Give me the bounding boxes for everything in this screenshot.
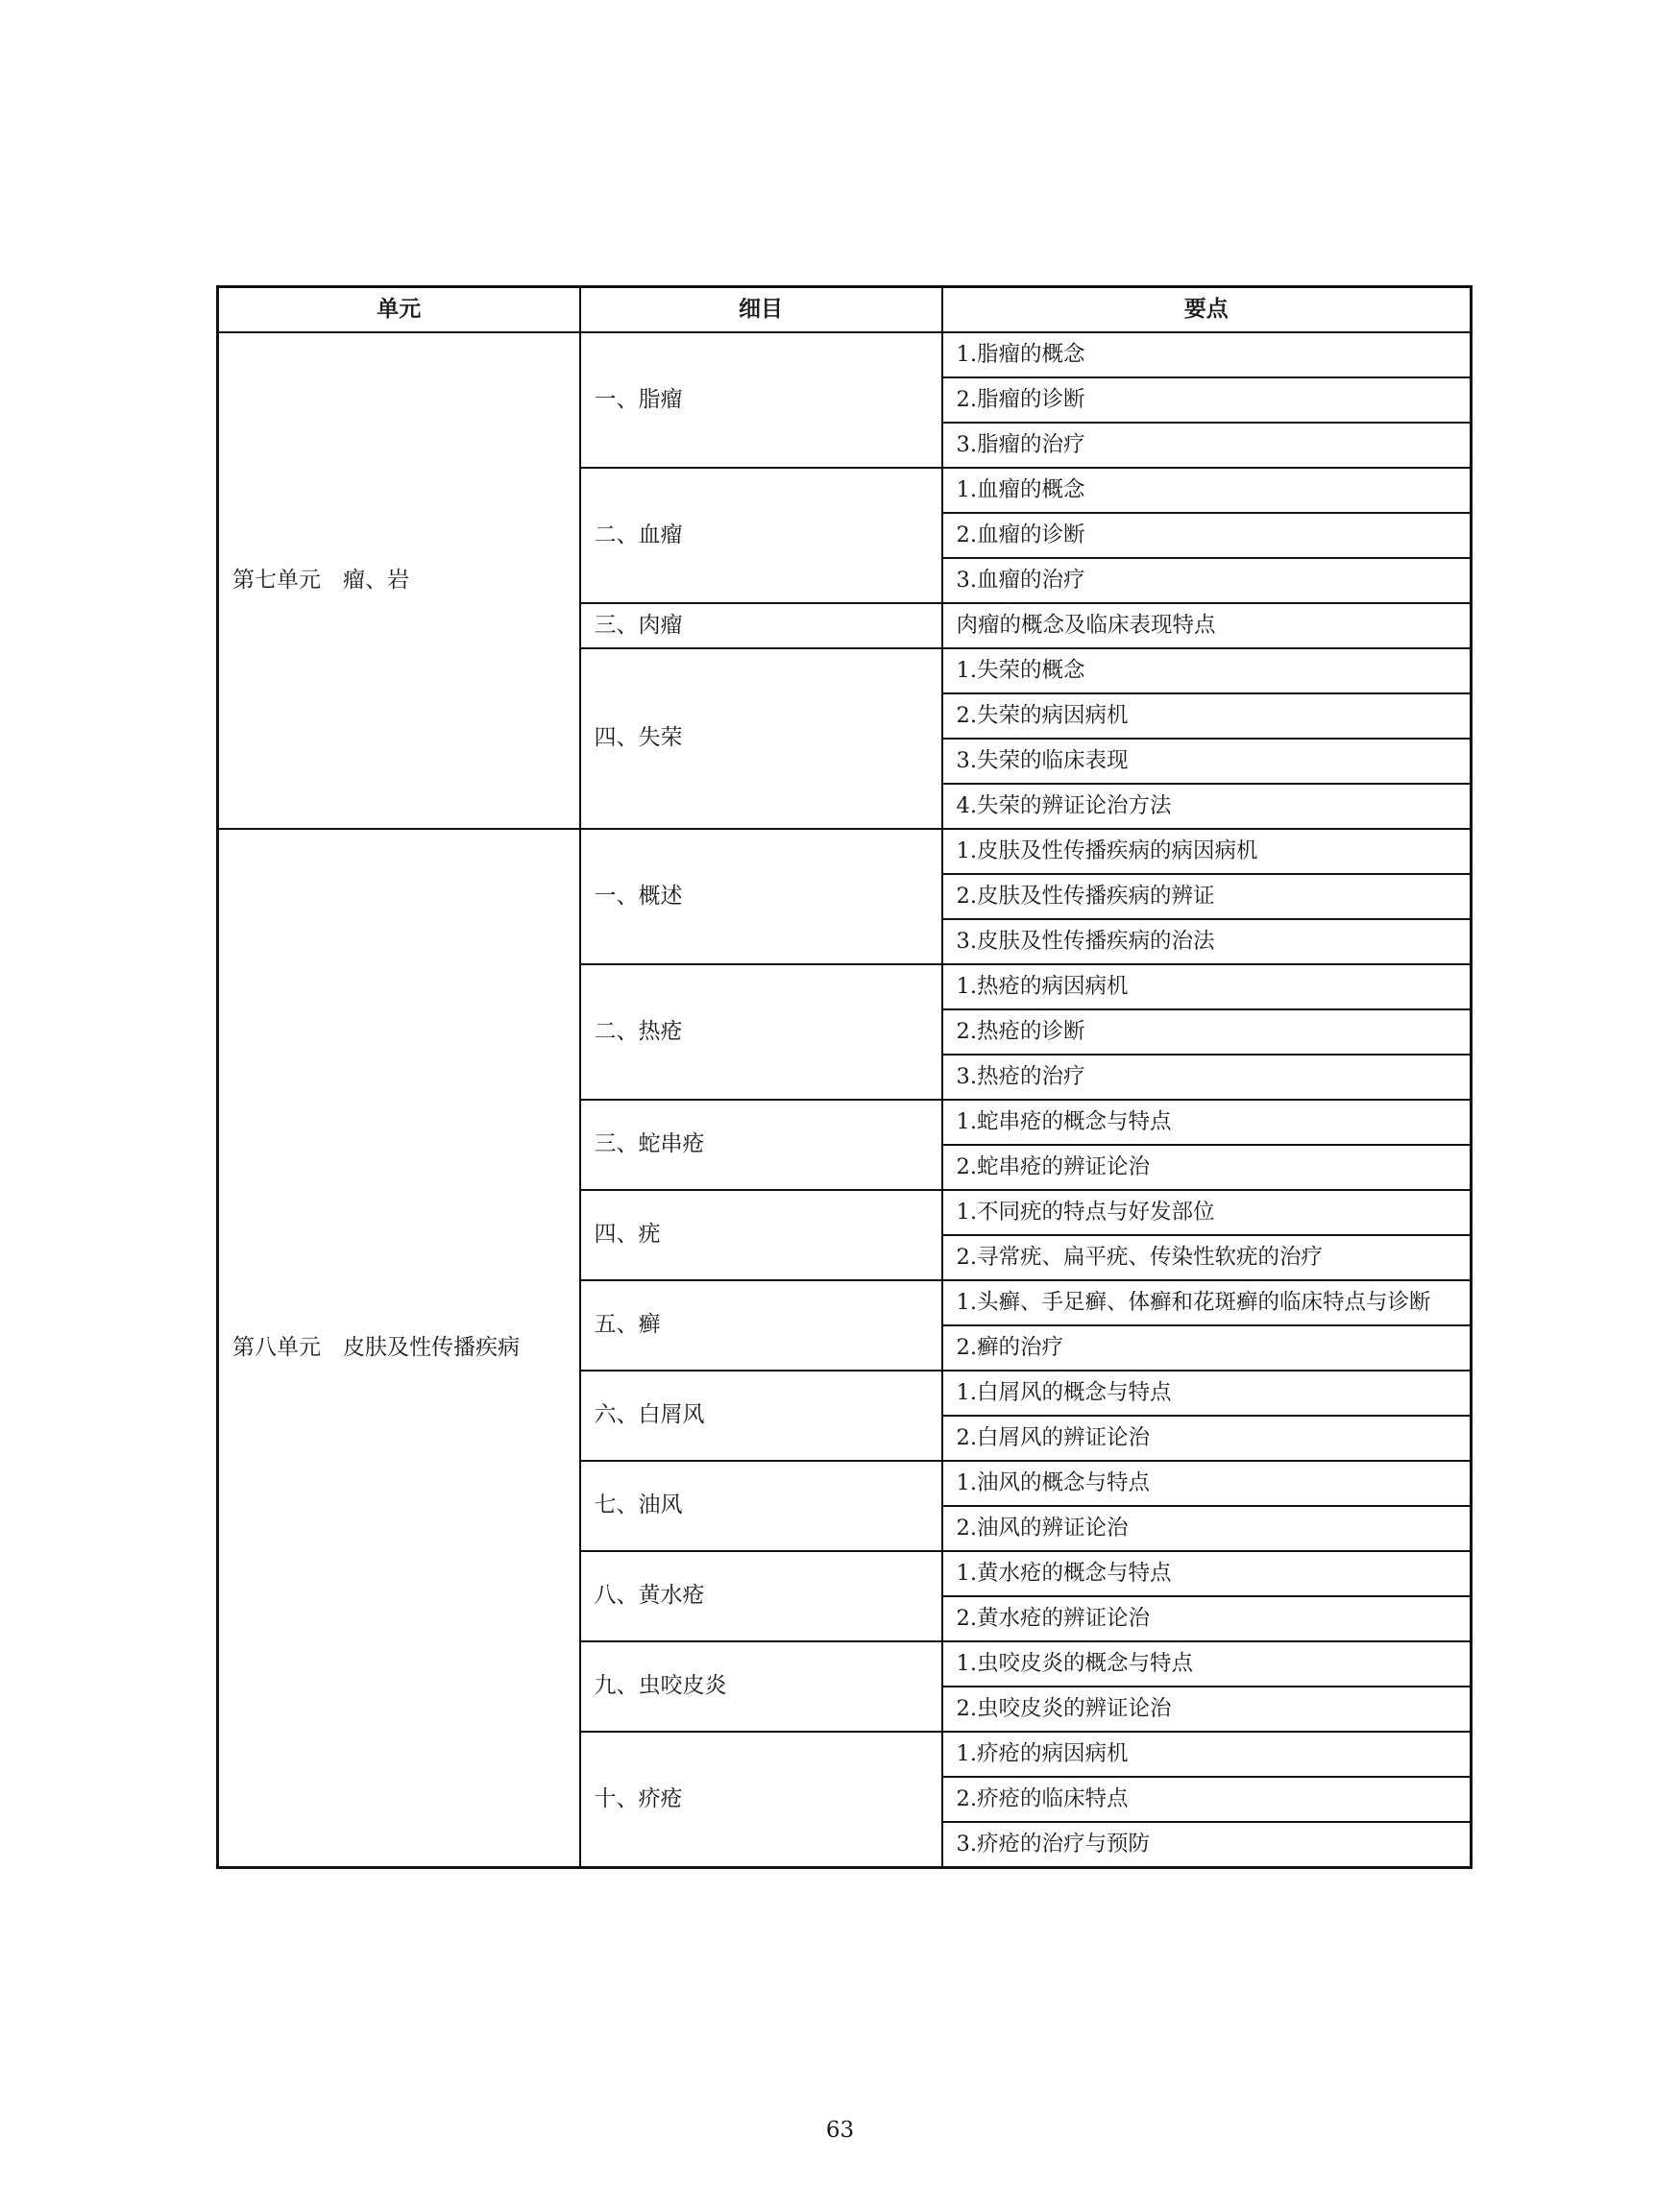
item-cell: 二、热疮 (580, 964, 942, 1100)
item-cell: 一、脂瘤 (580, 332, 942, 468)
item-cell: 四、疣 (580, 1190, 942, 1280)
point-cell: 1.不同疣的特点与好发部位 (942, 1190, 1472, 1235)
unit-cell: 第七单元 瘤、岩 (218, 332, 580, 829)
point-cell: 1.血瘤的概念 (942, 468, 1472, 513)
table-row (218, 332, 1472, 377)
item-cell: 三、肉瘤 (580, 603, 942, 648)
point-cell: 1.黄水疮的概念与特点 (942, 1551, 1472, 1596)
table-body (218, 332, 1472, 1868)
point-cell: 1.头癣、手足癣、体癣和花斑癣的临床特点与诊断 (942, 1280, 1472, 1325)
point-cell: 4.失荣的辨证论治方法 (942, 784, 1472, 829)
item-cell: 十、疥疮 (580, 1732, 942, 1868)
point-cell: 3.脂瘤的治疗 (942, 423, 1472, 468)
item-cell: 九、虫咬皮炎 (580, 1641, 942, 1732)
point-cell: 1.蛇串疮的概念与特点 (942, 1100, 1472, 1145)
point-cell: 2.脂瘤的诊断 (942, 377, 1472, 423)
point-cell: 2.疥疮的临床特点 (942, 1777, 1472, 1822)
point-cell: 2.皮肤及性传播疾病的辨证 (942, 874, 1472, 919)
syllabus-table (216, 285, 1473, 1869)
item-cell: 二、血瘤 (580, 468, 942, 603)
item-cell: 八、黄水疮 (580, 1551, 942, 1641)
point-cell: 2.黄水疮的辨证论治 (942, 1596, 1472, 1641)
point-cell: 3.疥疮的治疗与预防 (942, 1822, 1472, 1868)
header-row (218, 287, 1472, 333)
point-cell: 1.皮肤及性传播疾病的病因病机 (942, 829, 1472, 874)
point-cell: 3.皮肤及性传播疾病的治法 (942, 919, 1472, 964)
header-item: 细目 (580, 287, 942, 333)
point-cell: 2.血瘤的诊断 (942, 513, 1472, 558)
point-cell: 2.热疮的诊断 (942, 1009, 1472, 1055)
unit-cell: 第八单元 皮肤及性传播疾病 (218, 829, 580, 1868)
point-cell: 2.寻常疣、扁平疣、传染性软疣的治疗 (942, 1235, 1472, 1280)
point-cell: 2.失荣的病因病机 (942, 693, 1472, 739)
point-cell: 2.蛇串疮的辨证论治 (942, 1145, 1472, 1190)
item-cell: 七、油风 (580, 1461, 942, 1551)
item-cell: 五、癣 (580, 1280, 942, 1371)
point-cell: 3.失荣的临床表现 (942, 739, 1472, 784)
point-cell: 2.油风的辨证论治 (942, 1506, 1472, 1551)
table-row (218, 829, 1472, 874)
point-cell: 肉瘤的概念及临床表现特点 (942, 603, 1472, 648)
item-cell: 一、概述 (580, 829, 942, 964)
header-point: 要点 (942, 287, 1472, 333)
point-cell: 1.失荣的概念 (942, 648, 1472, 693)
point-cell: 1.虫咬皮炎的概念与特点 (942, 1641, 1472, 1687)
point-cell: 3.热疮的治疗 (942, 1055, 1472, 1100)
point-cell: 1.热疮的病因病机 (942, 964, 1472, 1009)
header-unit: 单元 (218, 287, 580, 333)
point-cell: 1.油风的概念与特点 (942, 1461, 1472, 1506)
item-cell: 三、蛇串疮 (580, 1100, 942, 1190)
point-cell: 1.脂瘤的概念 (942, 332, 1472, 377)
page-number: 63 (825, 2118, 855, 2143)
point-cell: 1.疥疮的病因病机 (942, 1732, 1472, 1777)
point-cell: 2.白屑风的辨证论治 (942, 1416, 1472, 1461)
point-cell: 3.血瘤的治疗 (942, 558, 1472, 603)
point-cell: 2.虫咬皮炎的辨证论治 (942, 1687, 1472, 1732)
point-cell: 1.白屑风的概念与特点 (942, 1371, 1472, 1416)
point-cell: 2.癣的治疗 (942, 1325, 1472, 1371)
item-cell: 六、白屑风 (580, 1371, 942, 1461)
item-cell: 四、失荣 (580, 648, 942, 829)
